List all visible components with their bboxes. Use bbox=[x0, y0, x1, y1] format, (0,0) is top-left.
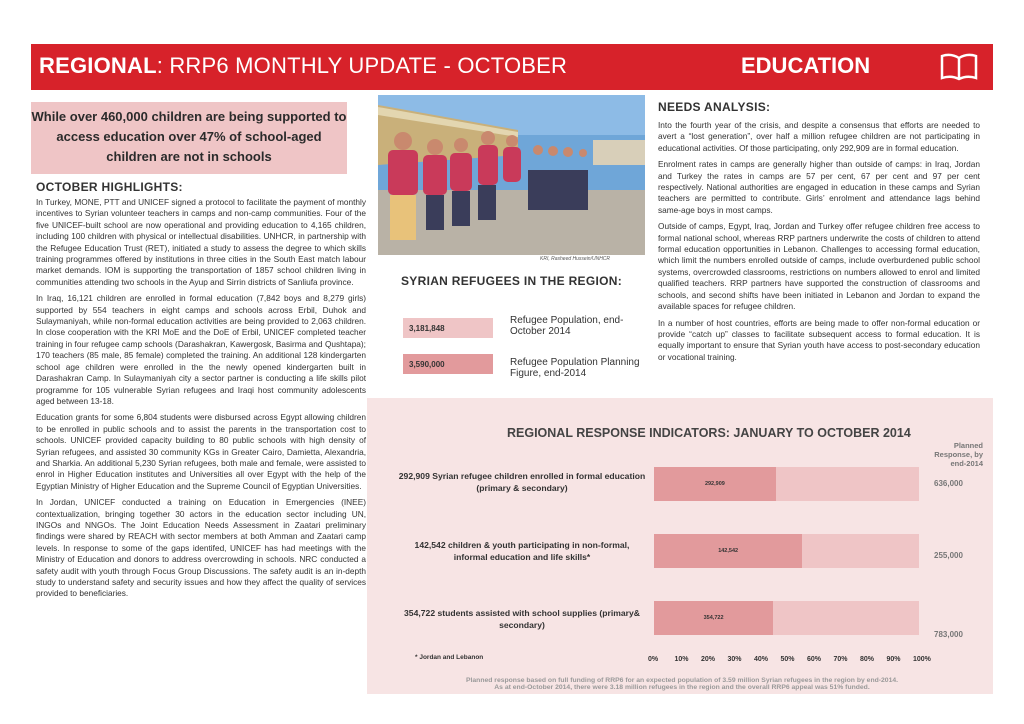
planned-value-supplies: 783,000 bbox=[934, 630, 963, 639]
refugee-population-value: 3,181,848 bbox=[403, 318, 493, 338]
x-axis-tick: 70% bbox=[833, 656, 848, 663]
x-axis-tick: 20% bbox=[701, 656, 716, 663]
x-axis-tick: 30% bbox=[727, 656, 742, 663]
indicators-panel bbox=[367, 398, 993, 694]
planned-value-nonformal: 255,000 bbox=[934, 551, 963, 560]
planning-figure-label: Refugee Population Planning Figure, end-2014 bbox=[510, 357, 640, 379]
indicator-label-nonformal: 142,542 children & youth participating in non-formal, informal education and life skills* bbox=[414, 540, 630, 562]
highlights-body bbox=[36, 197, 366, 605]
planned-value-formal: 636,000 bbox=[934, 479, 963, 488]
needs-body bbox=[658, 120, 980, 368]
needs-paragraph: Into the fourth year of the crisis, and despite a consensus that efforts are needed to avert a “lost generation”, over half a million refugee children are not participating in educational activities. Of those participating, only 292,909 are in formal education. bbox=[658, 120, 980, 153]
indicator-bar-value-nonformal: 142,542 bbox=[718, 548, 739, 554]
highlights-heading: OCTOBER HIGHLIGHTS: bbox=[36, 180, 183, 194]
indicators-title: REGIONAL RESPONSE INDICATORS: JANUARY TO OCTOBER 2014 bbox=[507, 426, 911, 440]
photo-credit: KRI, Rasheed Hussein/UNHCR bbox=[540, 256, 611, 262]
x-axis-tick: 0% bbox=[648, 656, 659, 663]
sector-title: EDUCATION bbox=[741, 53, 871, 78]
children-photo bbox=[378, 95, 645, 255]
indicator-bar-nonformal bbox=[654, 534, 919, 568]
page-title: REGIONAL: RRP6 MONTHLY UPDATE - OCTOBER bbox=[39, 53, 568, 78]
needs-heading: NEEDS ANALYSIS: bbox=[658, 100, 771, 114]
refugee-population-label: Refugee Population, end-October 2014 bbox=[510, 315, 624, 337]
open-book-icon bbox=[939, 52, 979, 82]
indicator-bar-value-formal: 292,909 bbox=[704, 481, 725, 487]
highlights-paragraph: In Jordan, UNICEF conducted a training on Education in Emergencies (INEE) contextualization, bringing together 30 actors in the education sector including UN, INGOs and NNGOs. The Joint Education Needs Assessment in Zaatari preliminary findings were shared by REACH with sector members at both Amman and Zaatari camp levels. In response to some of the gaps identifed, UNICEF has had meetings with the Ministry of Education and donors to address overcrowding in schools. NRC conducted a safety audit with youth through Focus Group Discussions. The safety audit is an in-depth study to understand safety and security issues and how they affect the quality of services provided to beneficiaries. bbox=[36, 497, 366, 599]
x-axis-tick: 40% bbox=[754, 656, 769, 663]
x-axis-tick: 50% bbox=[780, 656, 795, 663]
highlights-paragraph: In Turkey, MONE, PTT and UNICEF signed a protocol to facilitate the payment of monthly incentives to Syrian volunteer teachers in camps and non-camp communities. Four of the five UNICEF-built school are now operational and providing education to 4,165 children, including 100 children with physical or intellectual disabilities. UNHCR, in partnership with the Refugee Education Trust (RET), initiated a study to assess the degree to which skills training programmes offered by institutions in three cities in the South East match labour market demands. IOM is supporting the transportation of 1857 school children living in communities attending two schools in the Ayup and Sirrin districts of Sanliufa province. bbox=[36, 197, 366, 287]
highlights-paragraph: In Iraq, 16,121 children are enrolled in formal education (7,842 boys and 8,279 girls) supported by 554 teachers in eight camps and schools across Erbil, Duhok and Sulaymaniyah, while non-formal education activities are being provided to 2,063 children. In close cooperation with the KRI MoE and the DoE of Erbil, UNICEF completed teacher training in four refugee camp schools (Darashakran, Kawergosk, Basirma and Qushtapa); 170 teachers (85 male, 85 female) completed the training. An additional 128 kindergarten school age children were enrolled in the the newly opened kindergarten built in Darashakran Camp. In Sulaymaniyah city a sector partner is conducting a life skills pilot programme for 105 vulnerable Syrian refugees and Iraqi host community adolescents aged between 13-18. bbox=[36, 293, 366, 406]
indicator-bar-value-supplies: 354,722 bbox=[703, 615, 724, 621]
x-axis-tick: 100% bbox=[913, 656, 931, 663]
needs-paragraph: Enrolment rates in camps are generally higher than outside of camps: in Iraq, Jordan and Turkey the rates in camps are 57 per cent, 67 per cent and 97 per cent respectively. National authorities are engaged in education in these camps and Syrian teachers are permitted to contribute. Girls’ enrolment and attendance lags behind same-age boys in most camps. bbox=[658, 159, 980, 215]
indicator-label-supplies: 354,722 students assisted with school supplies (primary& secondary) bbox=[404, 608, 640, 630]
planning-figure-value: 3,590,000 bbox=[403, 354, 493, 374]
x-axis-tick: 90% bbox=[886, 656, 901, 663]
refugees-heading: SYRIAN REFUGEES IN THE REGION: bbox=[401, 274, 623, 288]
needs-paragraph: Outside of camps, Egypt, Iraq, Jordan and Turkey offer refugee children free access to formal national school, whereas RRP partners underwrite the costs of children to attend formal education opportunities in Lebanon. Challenges to accessing formal education, which limit the numbers enrolled outside of camps, include overburdened public school systems, overcrowded classrooms, restrictions on numbers allowed to enrol and limited qualified teachers. RRP partners have supported the construction of classrooms and schools, and second shifts have been initiated in Lebanon and Jordan to expand the available spaces for refugee children. bbox=[658, 221, 980, 312]
planned-response-header: Planned Response, by end-2014 bbox=[934, 441, 983, 468]
x-axis-tick: 80% bbox=[860, 656, 875, 663]
x-axis-tick: 60% bbox=[807, 656, 822, 663]
footnote-planned: Planned response based on full funding of RRP6 for an expected population of 3.59 million Syrian refugees in the region by end-2014. bbox=[465, 677, 899, 684]
needs-paragraph: In a number of host countries, efforts are being made to offer non-formal education or provide “catch up” classes to facilitate subsequent access to formal education. It is equally important to ensure that Syrian youth have access to post-secondary education or vocational training. bbox=[658, 317, 980, 362]
indicator-bar-supplies bbox=[654, 601, 919, 635]
footnote-jordan-lebanon: * Jordan and Lebanon bbox=[415, 654, 484, 661]
indicator-bar-formal bbox=[654, 467, 919, 501]
indicator-label-formal: 292,909 Syrian refugee children enrolled in formal education (primary & secondary) bbox=[398, 471, 646, 493]
header-banner bbox=[31, 44, 993, 90]
footnote-funding: As at end-October 2014, there were 3.18 million refugees in the region and the overall RRP6 appeal was 51% funded. bbox=[494, 684, 870, 691]
highlights-paragraph: Education grants for some 6,804 students were disbursed across Egypt allowing children to be enrolled in public schools and to assist the parents in the transportation cost to schools. UNICEF provided capacity building to 80 public schools with high density of Syrian refugees, and assisted 30 community KGs in Greater Cairo, Damietta, Alexandria, and Sharkia. An additional 5,230 Syrian refugees, both male and female, were assisted to enrol in Higher Education institutes and Universities all over Egypt with the help of the Egyptian Ministry of Higher Education and the Supreme Council of Egyptian Universities. bbox=[36, 412, 366, 491]
x-axis-tick: 10% bbox=[674, 656, 689, 663]
key-message-callout: While over 460,000 children are being supported to access education over 47% of school-aged children are not in schools bbox=[31, 102, 347, 174]
